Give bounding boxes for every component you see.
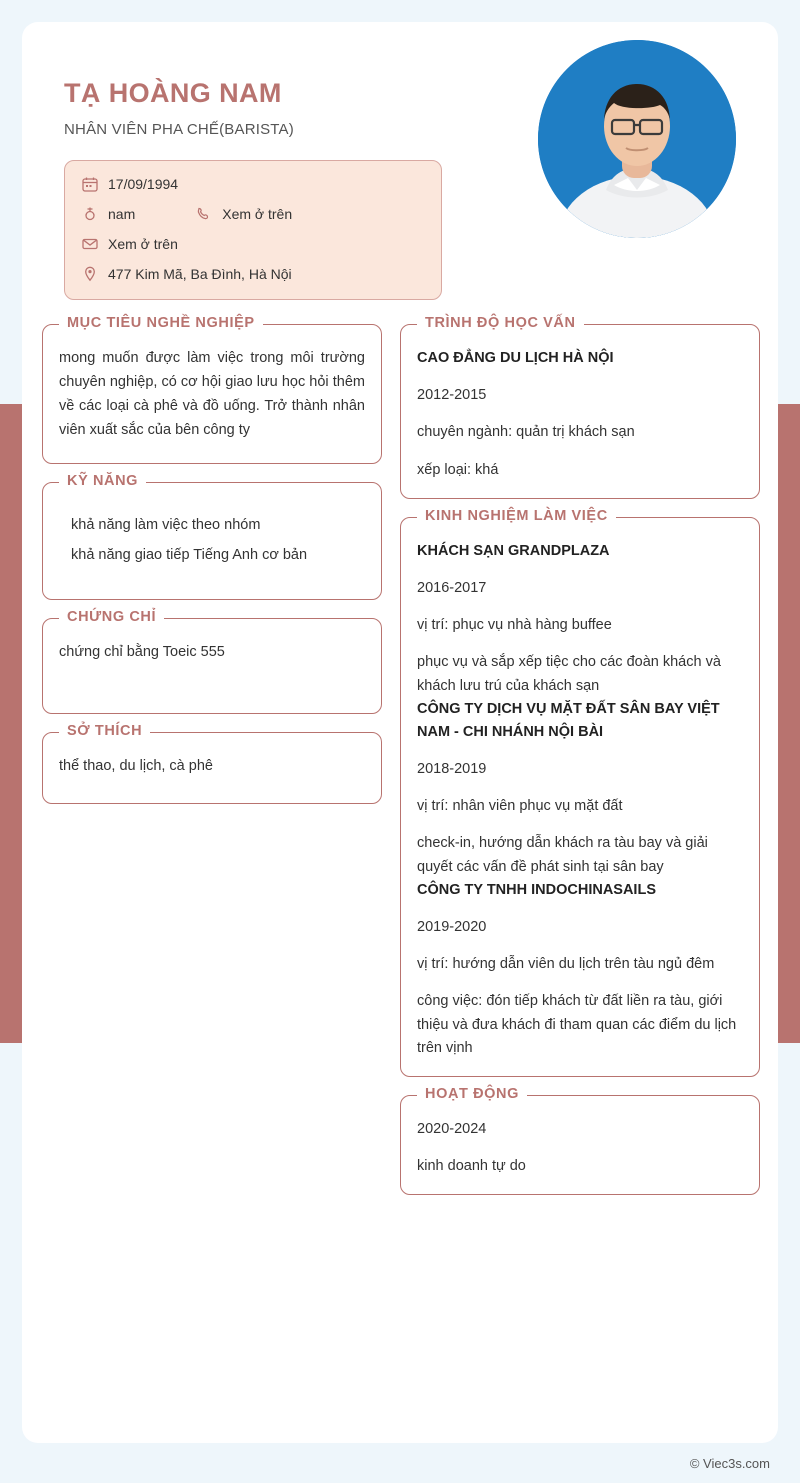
contact-info-box <box>64 160 442 300</box>
contact-row-birthday <box>81 175 425 193</box>
education-years: 2012-2015 <box>417 387 487 404</box>
experience-item <box>417 540 743 698</box>
experience-item <box>417 879 743 1060</box>
left-column <box>42 315 382 1213</box>
experience-position: vị trí: nhân viên phục vụ mặt đất <box>417 798 623 815</box>
phone-value: Xem ở trên <box>222 206 293 222</box>
section-skills <box>42 473 382 600</box>
experience-description: check-in, hướng dẫn khách ra tàu bay và giải quyết các vấn đề phát sinh tại sân bay <box>417 835 708 875</box>
section-certificate <box>42 609 382 714</box>
section-title-certificate: CHỨNG CHỈ <box>59 609 164 625</box>
section-title-skills: KỸ NĂNG <box>59 473 146 489</box>
avatar <box>538 40 736 238</box>
section-hobby <box>42 723 382 804</box>
section-title-objective: MỤC TIÊU NGHỀ NGHIỆP <box>59 315 263 331</box>
hobby-text: thể thao, du lịch, cà phê <box>59 758 213 774</box>
activity-years: 2020-2024 <box>417 1120 487 1137</box>
experience-item <box>417 698 743 879</box>
location-icon <box>81 265 99 283</box>
experience-position: vị trí: phục vụ nhà hàng buffee <box>417 617 612 634</box>
envelope-icon <box>81 235 99 253</box>
experience-years: 2018-2019 <box>417 761 487 778</box>
education-major: chuyên ngành: quản trị khách sạn <box>417 424 635 441</box>
right-column <box>400 315 760 1213</box>
list-item: khả năng giao tiếp Tiếng Anh cơ bản <box>71 547 308 563</box>
gender-segment <box>81 205 135 223</box>
cv-columns <box>22 315 778 1213</box>
experience-description: công việc: đón tiếp khách từ đất liền ra tàu, giới thiệu và đưa khách đi tham quan các điểm du lịch trên vịnh <box>417 993 737 1056</box>
section-experience <box>400 507 760 1077</box>
cv-header <box>22 22 778 322</box>
activity-text: kinh doanh tự do <box>417 1158 526 1175</box>
cv-sheet <box>22 22 778 1443</box>
objective-text: mong muốn được làm việc trong môi trường chuyên nghiệp, có cơ hội giao lưu học hỏi thêm về các loại cà phê và đồ uống. Trở thành nhân viên xuất sắc của bên công ty <box>59 350 365 438</box>
right-accent-bar <box>778 404 800 1043</box>
birthday-value: 17/09/1994 <box>108 176 179 192</box>
list-item: khả năng làm việc theo nhóm <box>71 517 261 533</box>
section-activity <box>400 1085 760 1195</box>
experience-company: KHÁCH SẠN GRANDPLAZA <box>417 542 610 559</box>
job-title: NHÂN VIÊN PHA CHẾ(BARISTA) <box>64 121 294 138</box>
phone-segment <box>195 205 292 223</box>
experience-description: phục vụ và sắp xếp tiệc cho các đoàn khách và khách lưu trú của khách sạn <box>417 654 721 694</box>
section-title-education: TRÌNH ĐỘ HỌC VẤN <box>417 315 584 331</box>
email-value: Xem ở trên <box>108 236 178 252</box>
experience-company: CÔNG TY TNHH INDOCHINASAILS <box>417 881 656 898</box>
page-title: TẠ HOÀNG NAM <box>64 78 282 108</box>
gender-value: nam <box>108 206 136 222</box>
contact-row-address <box>81 265 425 283</box>
section-title-hobby: SỞ THÍCH <box>59 723 150 739</box>
experience-company: CÔNG TY DỊCH VỤ MẶT ĐẤT SÂN BAY VIỆT NAM - CHI NHÁNH NỘI BÀI <box>417 700 720 740</box>
phone-icon <box>195 205 213 223</box>
contact-row-gender-phone <box>81 205 425 223</box>
section-title-activity: HOẠT ĐỘNG <box>417 1086 527 1102</box>
section-title-experience: KINH NGHIỆM LÀM VIỆC <box>417 508 616 524</box>
experience-position: vị trí: hướng dẫn viên du lịch trên tàu ngủ đêm <box>417 956 715 973</box>
experience-years: 2019-2020 <box>417 919 487 935</box>
section-education <box>400 315 760 499</box>
section-objective <box>42 315 382 464</box>
calendar-icon <box>81 175 99 193</box>
experience-years: 2016-2017 <box>417 579 487 596</box>
education-grade: xếp loại: khá <box>417 461 499 478</box>
education-school: CAO ĐẲNG DU LỊCH HÀ NỘI <box>417 350 614 366</box>
address-value: 477 Kim Mã, Ba Đình, Hà Nội <box>108 266 292 282</box>
contact-row-email <box>81 235 425 253</box>
certificate-text: chứng chỉ bằng Toeic 555 <box>59 644 225 660</box>
footer-copyright: © Viec3s.com <box>689 1456 770 1471</box>
left-accent-bar <box>0 404 22 1043</box>
gender-icon <box>81 205 99 223</box>
